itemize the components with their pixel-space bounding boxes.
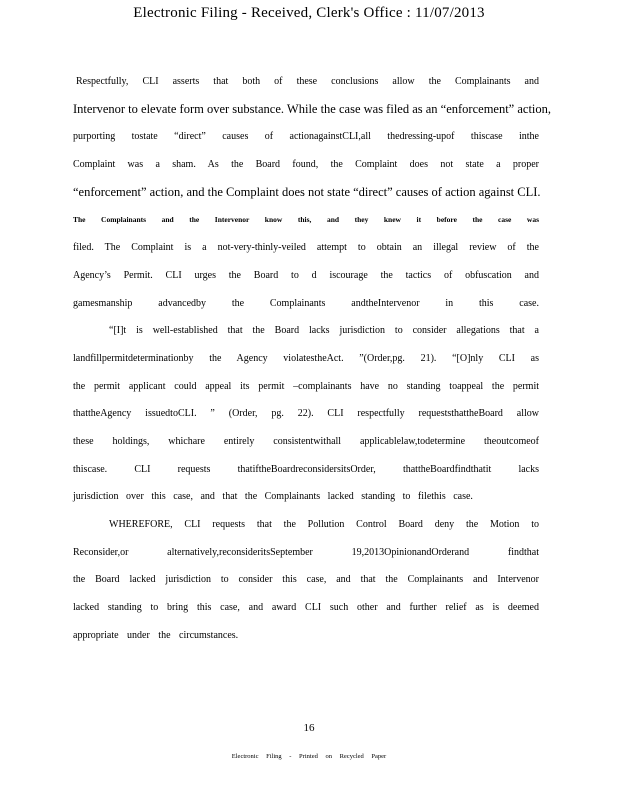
body-line-14: these holdings, whichare entirely consistentwithall applicablelaw,todetermine theoutcomeof	[73, 435, 539, 447]
body-line-5: “enforcement” action, and the Complaint does not state “direct” causes of action against CLI.	[73, 184, 541, 199]
document-body	[73, 68, 552, 649]
body-line-2: Intervenor to elevate form over substance. While the case was filed as an “enforcement” action,	[73, 101, 552, 116]
body-line-4: Complaint was a sham. As the Board found, the Complaint does not state a proper	[73, 159, 539, 171]
filing-footer: Electronic Filing - Printed on Recycled Paper	[231, 753, 387, 760]
body-line-3: purporting tostate “direct” causes of actionagainstCLI,all thedressing-upof thiscase inthe	[73, 131, 539, 143]
body-line-6: The Complainants and the Intervenor know this, and they knew it before the case was	[73, 215, 539, 225]
body-line-21: appropriate under the circumstances.	[73, 629, 239, 641]
body-line-16: jurisdiction over this case, and that the Complainants lacked standing to filethis case.	[73, 491, 473, 503]
body-line-7: filed. The Complaint is a not-very-thinly-veiled attempt to obtain an illegal review of the	[73, 242, 539, 254]
body-line-9: gamesmanship advancedby the Complainants andtheIntervenor in this case.	[73, 297, 539, 309]
body-line-18: Reconsider,or alternatively,reconsideritsSeptember 19,2013OpinionandOrderand findthat	[73, 546, 539, 558]
body-line-17: WHEREFORE, CLI requests that the Pollution Control Board deny the Motion to	[109, 519, 539, 530]
body-line-1: Respectfully, CLI asserts that both of these conclusions allow the Complainants and	[76, 76, 539, 87]
body-line-19: the Board lacked jurisdiction to consider this case, and that the Complainants and Intervenor	[73, 574, 539, 586]
body-line-12: the permit applicant could appeal its permit –complainants have no standing toappeal the permit	[73, 380, 539, 392]
body-line-15: thiscase. CLI requests thatiftheBoardreconsidersitsOrder, thattheBoardfindthatit lacks	[73, 463, 539, 475]
body-line-10: “[I]t is well-established that the Board lacks jurisdiction to consider allegations that a	[109, 325, 539, 337]
page-number: 16	[303, 722, 315, 734]
body-line-8: Agency’s Permit. CLI urges the Board to d iscourage the tactics of obfuscation and	[73, 269, 539, 281]
filing-header: Electronic Filing - Received, Clerk's Office : 11/07/2013	[133, 5, 485, 21]
body-line-20: lacked standing to bring this case, and award CLI such other and further relief as is deemed	[73, 602, 539, 614]
body-line-11: landfillpermitdeterminationby the Agency violatestheAct. ”(Order,pg. 21). “[O]nly CLI as	[73, 352, 539, 364]
body-line-13: thattheAgency issuedtoCLI. ” (Order, pg. 22). CLI respectfully requeststhattheBoard allow	[73, 408, 539, 420]
